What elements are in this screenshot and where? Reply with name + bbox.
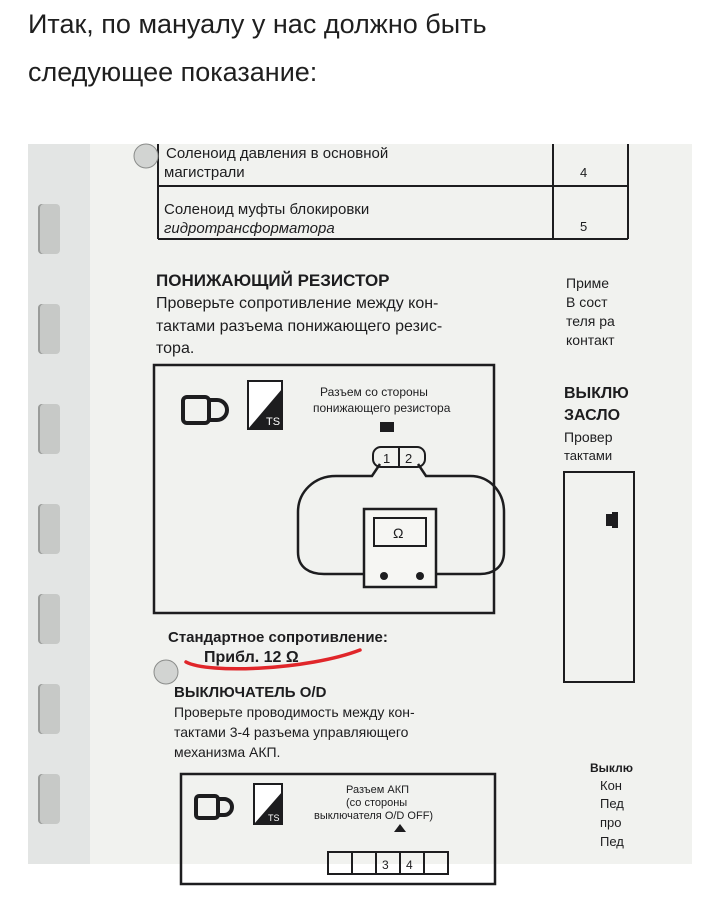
right-column-line: тактами	[564, 448, 613, 463]
table-row-2-number: 5	[580, 219, 588, 234]
section1-pin-2: 2	[405, 451, 413, 466]
table-row-1-name-line-2: магистрали	[164, 164, 245, 181]
section2-title: ВЫКЛЮЧАТЕЛЬ O/D	[174, 684, 327, 701]
section2-diagram	[181, 774, 495, 884]
right-column-line: теля ра	[566, 313, 615, 329]
right-column-line: Кон	[600, 778, 622, 793]
right-column	[564, 275, 634, 849]
hole-ring	[154, 660, 178, 684]
section2-pin-4: 4	[406, 858, 413, 872]
right-column-line: Выклю	[590, 761, 633, 775]
right-column-line: Приме	[566, 275, 610, 291]
section2-connector-caption-line-3: выключателя O/D OFF)	[314, 810, 434, 822]
multimeter	[364, 509, 436, 587]
right-column-heading: ВЫКЛЮ	[564, 385, 629, 402]
post-text-line-2: следующее показание:	[28, 57, 318, 87]
post-text-line-1: Итак, по мануалу у нас должно быть	[28, 9, 487, 39]
section2-connector-caption-line-2: (со стороны	[346, 797, 408, 809]
right-column-line: В сост	[566, 294, 608, 310]
section2-pin-3: 3	[382, 858, 389, 872]
ohm-symbol: Ω	[393, 525, 404, 541]
right-column-line: Пед	[600, 796, 624, 811]
ts-icon	[248, 381, 282, 429]
section2-text-line-1: Проверьте проводимость между кон-	[174, 704, 415, 720]
right-column-heading: ЗАСЛО	[564, 407, 621, 424]
connector-icon	[196, 796, 232, 818]
right-column-line: про	[600, 815, 622, 830]
manual-page-content	[28, 144, 692, 872]
standard-resistance-label: Стандартное сопротивление:	[168, 629, 388, 646]
section1-ts-label: TS	[266, 416, 281, 428]
table-row-1-number: 4	[580, 165, 588, 180]
table-row-1-name-line-1: Соленоид давления в основной	[166, 145, 389, 162]
section2-text-line-3: механизма АКП.	[174, 744, 281, 760]
section2-connector-caption-line-1: Разъем АКП	[346, 784, 410, 796]
standard-resistance-value: Прибл. 12 Ω	[204, 649, 299, 666]
section2-text-line-2: тактами 3-4 разъема управляющего	[174, 724, 409, 740]
section1-pin-1: 1	[383, 451, 391, 466]
right-column-line: Провер	[564, 429, 613, 445]
table-row-2-name-line-2: гидротрансформатора	[164, 220, 335, 237]
section1-diagram	[154, 365, 504, 613]
section1-text-line-2: тактами разъема понижающего резис-	[156, 318, 443, 335]
hole-ring	[134, 144, 158, 168]
section1-text-line-1: Проверьте сопротивление между кон-	[156, 295, 439, 312]
section1-connector-caption-line-1: Разъем со стороны	[320, 385, 428, 399]
section1-connector-caption-line-2: понижающего резистора	[313, 401, 451, 415]
section2-ts-label: TS	[268, 813, 280, 823]
right-column-line: контакт	[566, 332, 615, 348]
connector-icon	[183, 397, 227, 423]
ts-icon	[254, 784, 282, 824]
post-text	[28, 0, 688, 96]
table-row-2-name-line-1: Соленоид муфты блокировки	[164, 201, 370, 218]
right-column-line: Пед	[600, 834, 624, 849]
section1-title: ПОНИЖАЮЩИЙ РЕЗИСТОР	[156, 271, 390, 290]
manual-photo[interactable]	[28, 144, 692, 872]
section1-text-line-3: тора.	[156, 340, 195, 357]
